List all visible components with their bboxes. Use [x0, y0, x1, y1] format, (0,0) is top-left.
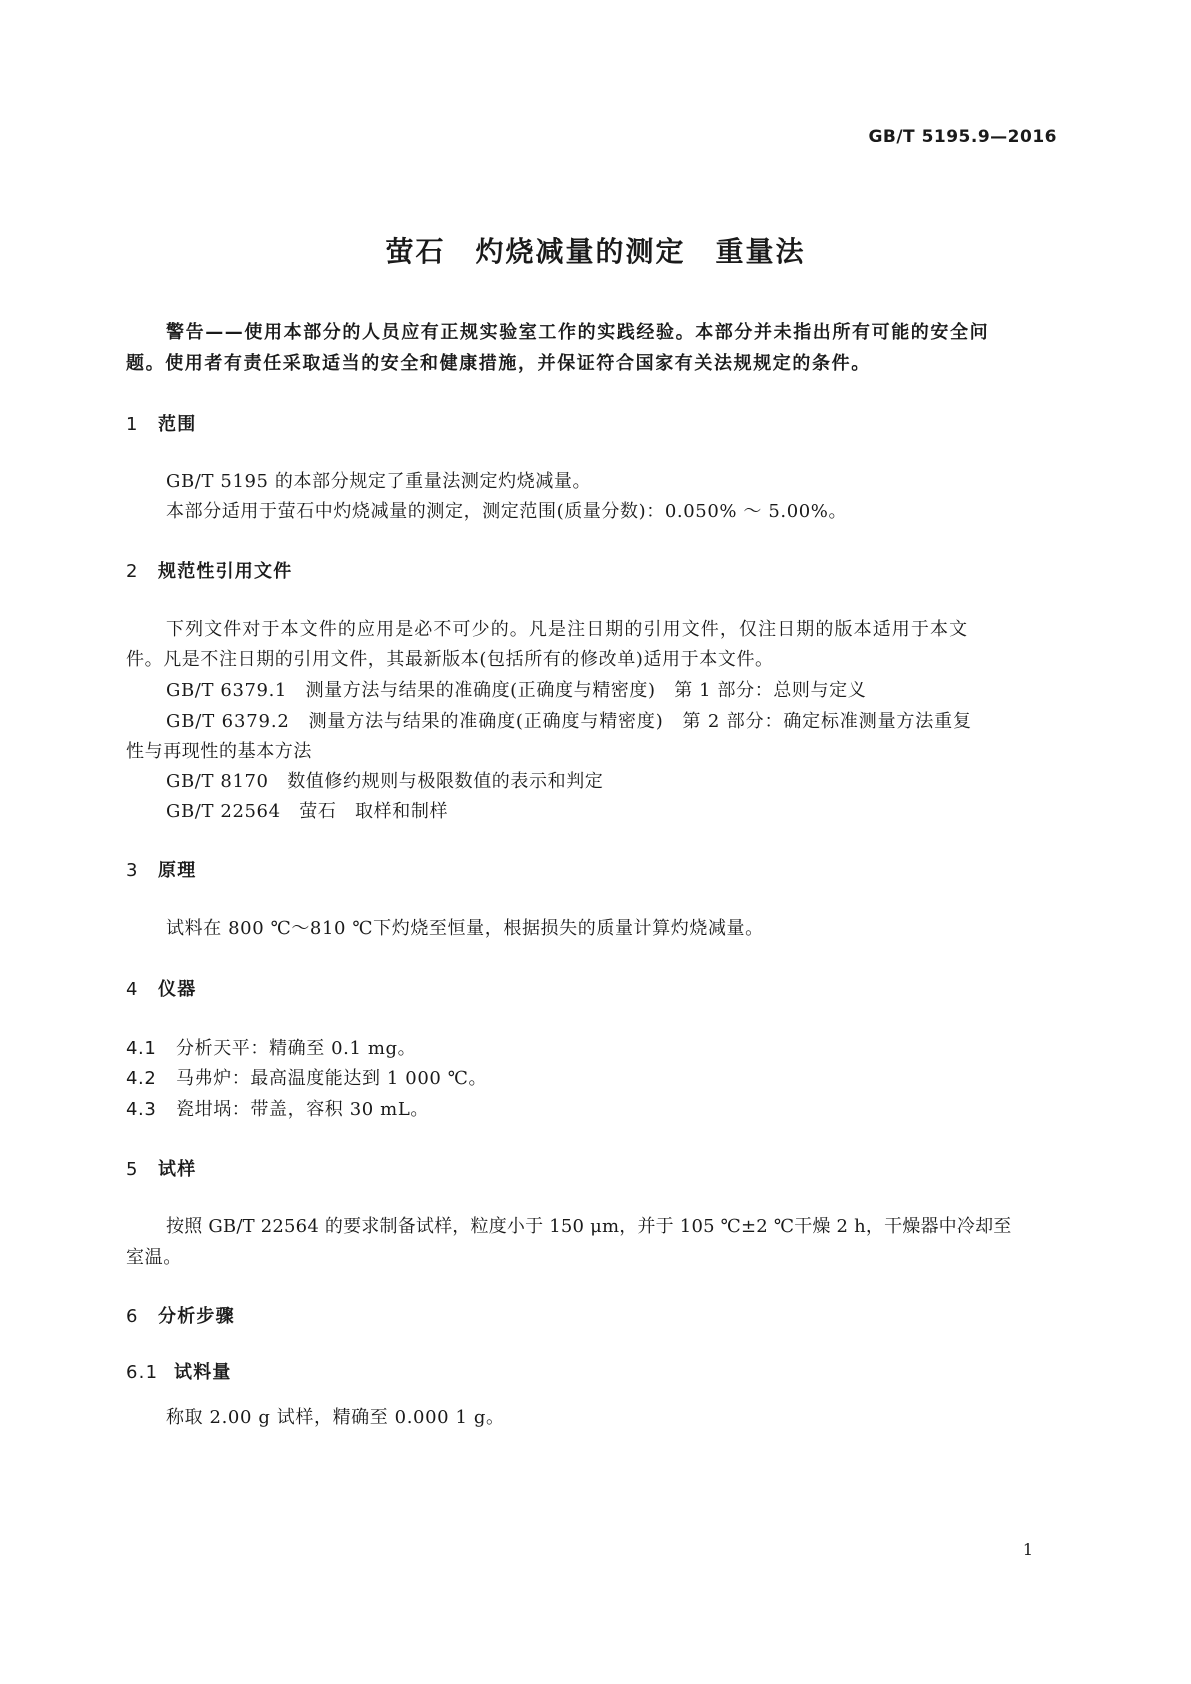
section-title: 试样: [158, 1159, 197, 1180]
item-number: 4.1: [126, 1038, 157, 1059]
sample-paragraph-line-1: 按照 GB/T 22564 的要求制备试样，粒度小于 150 μm，并于 105 ℃±2 ℃干燥 2 h，干燥器中冷却至: [166, 1216, 1012, 1237]
document-title: 萤石 灼烧减量的测定 重量法: [385, 235, 806, 268]
item-number: 4.2: [126, 1068, 157, 1089]
section-title: 范围: [158, 414, 197, 435]
subsection-title: 试料量: [174, 1362, 232, 1383]
section-number: 3: [126, 860, 139, 881]
scope-paragraph-1: GB/T 5195 的本部分规定了重量法测定灼烧减量。: [166, 471, 592, 492]
sample-paragraph-line-2: 室温。: [126, 1247, 182, 1268]
apparatus-item: [126, 1034, 416, 1060]
principle-paragraph: 试料在 800 ℃～810 ℃下灼烧至恒量，根据损失的质量计算灼烧减量。: [166, 918, 764, 939]
item-text: 马弗炉：最高温度能达到 1 000 ℃。: [176, 1068, 488, 1089]
apparatus-item: [126, 1064, 487, 1090]
reference-gbt-6379-1: GB/T 6379.1 测量方法与结果的准确度(正确度与精密度) 第 1 部分：总则与定义: [166, 680, 867, 701]
warning-line-2: 题。使用者有责任采取适当的安全和健康措施，并保证符合国家有关法规规定的条件。: [126, 353, 871, 374]
reference-gbt-8170: GB/T 8170 数值修约规则与极限数值的表示和判定: [166, 771, 604, 792]
section-title: 原理: [158, 860, 197, 881]
item-number: 4.3: [126, 1099, 157, 1120]
section-title: 分析步骤: [158, 1306, 235, 1327]
reference-gbt-6379-2-line-2: 性与再现性的基本方法: [126, 741, 312, 762]
section-number: 2: [126, 561, 139, 582]
references-intro-line-2: 件。凡是不注日期的引用文件，其最新版本(包括所有的修改单)适用于本文件。: [126, 649, 774, 670]
reference-gbt-6379-2-line-1: GB/T 6379.2 测量方法与结果的准确度(正确度与精密度) 第 2 部分：确定标准测量方法重复: [166, 711, 972, 732]
section-1-heading: [126, 410, 196, 436]
item-text: 瓷坩埚：带盖，容积 30 mL。: [176, 1099, 429, 1120]
section-number: 6: [126, 1306, 139, 1327]
section-number: 5: [126, 1159, 139, 1180]
references-intro-line-1: 下列文件对于本文件的应用是必不可少的。凡是注日期的引用文件，仅注日期的版本适用于本文: [166, 619, 969, 640]
section-title: 仪器: [158, 979, 197, 1000]
test-portion-paragraph: 称取 2.00 g 试样，精确至 0.000 1 g。: [166, 1407, 505, 1428]
section-4-heading: [126, 975, 196, 1001]
apparatus-item: [126, 1095, 429, 1121]
section-2-heading: [126, 557, 292, 583]
section-3-heading: [126, 856, 196, 882]
section-5-heading: [126, 1155, 196, 1181]
warning-line-1: 警告——使用本部分的人员应有正规实验室工作的实践经验。本部分并未指出所有可能的安全问: [166, 322, 990, 343]
subsection-6-1-heading: [126, 1358, 232, 1384]
section-title: 规范性引用文件: [158, 561, 293, 582]
section-6-heading: [126, 1302, 235, 1328]
section-number: 4: [126, 979, 139, 1000]
standard-number: GB/T 5195.9—2016: [868, 127, 1057, 147]
subsection-number: 6.1: [126, 1362, 159, 1383]
scope-paragraph-2: 本部分适用于萤石中灼烧减量的测定，测定范围(质量分数)：0.050% ～ 5.00%。: [166, 501, 848, 522]
page-number: 1: [1022, 1540, 1033, 1559]
section-number: 1: [126, 414, 139, 435]
item-text: 分析天平：精确至 0.1 mg。: [176, 1038, 417, 1059]
reference-gbt-22564: GB/T 22564 萤石 取样和制样: [166, 801, 449, 822]
